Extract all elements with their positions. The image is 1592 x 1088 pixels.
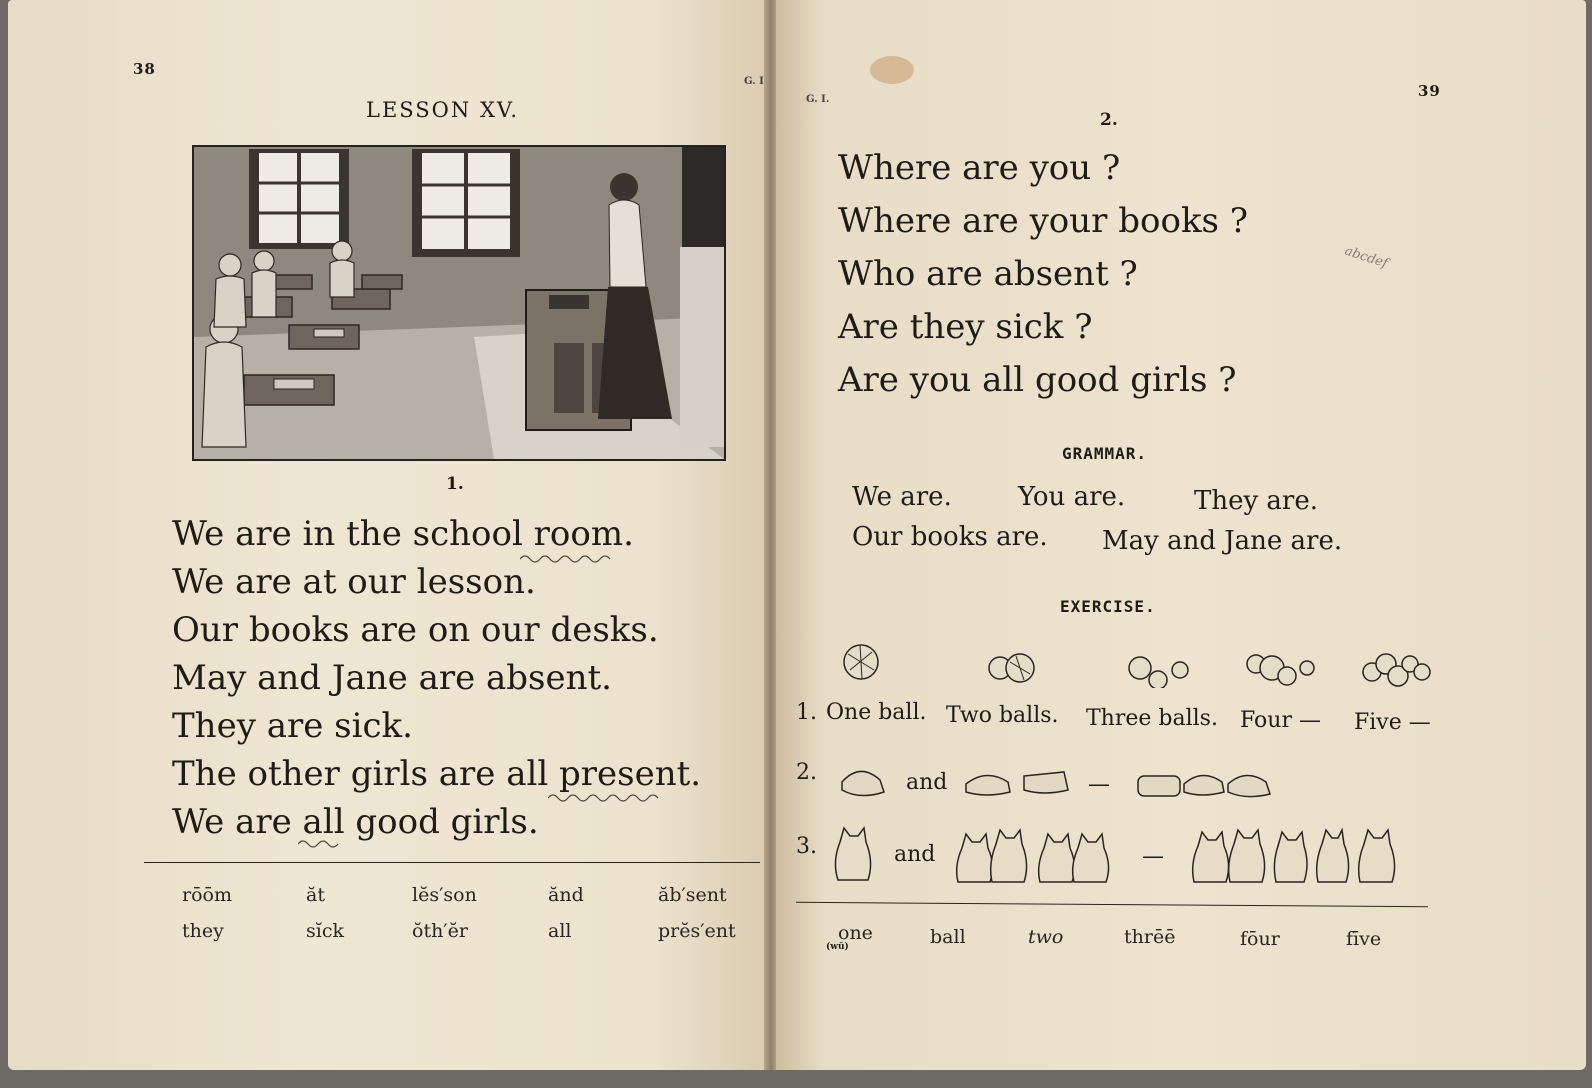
exercise-label: Five — bbox=[1354, 710, 1431, 735]
ball-pictures bbox=[840, 640, 1440, 688]
wavy-underline bbox=[298, 838, 344, 850]
grammar-phrase: They are. bbox=[1194, 486, 1319, 516]
ball-icon bbox=[989, 654, 1034, 682]
ball-icon bbox=[1129, 657, 1188, 688]
vocab-word: they bbox=[182, 920, 224, 942]
vocab-pronunciation: (wŭ) bbox=[826, 942, 849, 952]
vocab-word: fōur bbox=[1240, 928, 1280, 950]
page-number-left: 38 bbox=[133, 60, 156, 78]
grammar-phrase: Our books are. bbox=[852, 522, 1048, 552]
question-line: Where are you ? bbox=[838, 148, 1121, 188]
section-number-1: 1. bbox=[446, 474, 464, 494]
lesson-title: LESSON XV. bbox=[366, 98, 520, 122]
exercise-and: and bbox=[906, 770, 948, 795]
exercise-number: 3. bbox=[796, 834, 817, 859]
cap-icon bbox=[960, 762, 1080, 802]
grammar-phrase: We are. bbox=[852, 482, 952, 512]
cap-icon bbox=[1134, 764, 1284, 804]
exercise-label: Two balls. bbox=[946, 703, 1059, 728]
vocab-word: prĕs′ent bbox=[658, 920, 736, 942]
classroom-engraving bbox=[194, 147, 724, 459]
vocab-word: all bbox=[548, 920, 572, 942]
vocab-word: ŏth′ĕr bbox=[412, 920, 468, 942]
vocab-word: thrēē bbox=[1124, 926, 1176, 948]
reading-line: We are at our lesson. bbox=[172, 562, 536, 602]
vocab-word: sĭck bbox=[306, 920, 344, 942]
question-line: Where are your books ? bbox=[838, 201, 1249, 241]
section-number-2: 2. bbox=[1100, 110, 1118, 130]
signature-mark-right: G. I. bbox=[806, 94, 830, 105]
reading-line: May and Jane are absent. bbox=[172, 658, 612, 698]
questions-passage bbox=[838, 142, 1248, 407]
grammar-heading: GRAMMAR. bbox=[1062, 444, 1148, 463]
exercise-number: 1. bbox=[796, 700, 817, 725]
ball-icon bbox=[844, 645, 878, 679]
page-number-right: 39 bbox=[1418, 82, 1441, 100]
paper-stain bbox=[870, 56, 914, 84]
reading-line: They are sick. bbox=[172, 706, 413, 746]
ball-icon bbox=[1247, 655, 1314, 685]
ball-icon bbox=[1363, 654, 1430, 686]
vocab-word: two bbox=[1028, 926, 1064, 948]
vocab-word: lĕs′son bbox=[412, 884, 477, 906]
vocab-word: rōōm bbox=[182, 884, 232, 906]
exercise-number: 2. bbox=[796, 760, 817, 785]
question-line: Who are absent ? bbox=[838, 254, 1138, 294]
question-line: Are they sick ? bbox=[838, 307, 1093, 347]
exercise-dash: — bbox=[1088, 772, 1110, 797]
reading-line: We are all good girls. bbox=[172, 802, 539, 842]
exercise-dash: — bbox=[1142, 844, 1164, 869]
vocab-word: ăt bbox=[306, 884, 325, 906]
cat-icon bbox=[1188, 822, 1408, 886]
reading-line: The other girls are all present. bbox=[172, 754, 702, 794]
signature-mark-left: G. I bbox=[744, 76, 764, 87]
question-line: Are you all good girls ? bbox=[838, 360, 1237, 400]
wavy-underline bbox=[520, 553, 620, 565]
margin-note: abcdef bbox=[1342, 243, 1390, 272]
cat-icon bbox=[952, 824, 1122, 886]
exercise-label: One ball. bbox=[826, 700, 927, 725]
wavy-underline bbox=[548, 792, 664, 804]
reading-line: Our books are on our desks. bbox=[172, 610, 659, 650]
vocabulary-rule-left bbox=[144, 862, 760, 863]
vocab-word: ănd bbox=[548, 884, 584, 906]
vocab-word: ball bbox=[930, 926, 966, 948]
vocab-word: fīve bbox=[1346, 928, 1382, 950]
exercise-label: Four — bbox=[1240, 708, 1321, 733]
exercise-and: and bbox=[894, 842, 936, 867]
classroom-illustration bbox=[192, 145, 726, 461]
grammar-phrase: You are. bbox=[1018, 482, 1126, 512]
vocab-word: ăb′sent bbox=[658, 884, 727, 906]
grammar-phrase: May and Jane are. bbox=[1102, 526, 1343, 556]
cap-icon bbox=[836, 758, 896, 802]
exercise-label: Three balls. bbox=[1086, 706, 1218, 731]
reading-line bbox=[172, 510, 701, 558]
vocab-word: one bbox=[838, 922, 873, 944]
exercise-heading: EXERCISE. bbox=[1060, 597, 1156, 616]
cat-icon bbox=[830, 822, 880, 884]
reading-line-text: We are in the school room. bbox=[172, 514, 634, 554]
